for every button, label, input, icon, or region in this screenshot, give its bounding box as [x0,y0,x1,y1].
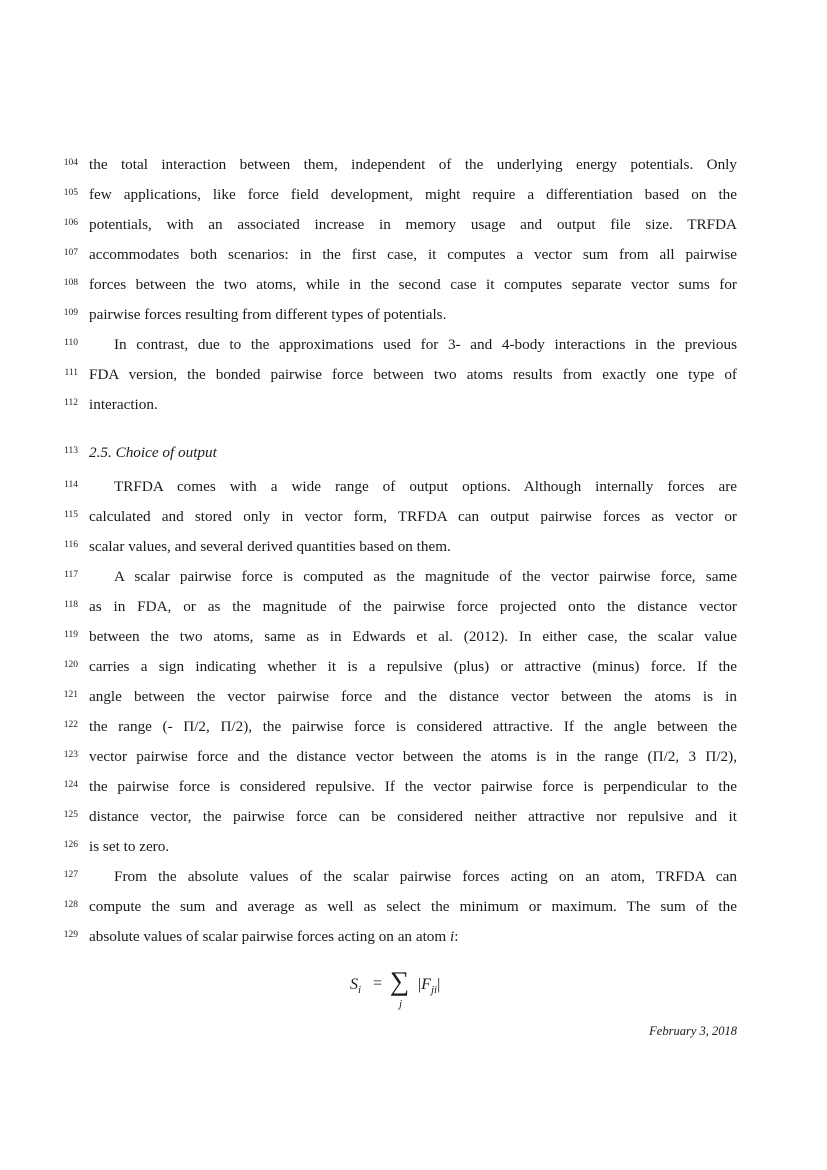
force-subscript: ji [430,984,438,996]
line-number: 108 [63,278,78,288]
equation-term [418,976,440,994]
line-number: 110 [64,338,78,348]
abs-bar-right: | [437,976,441,993]
line-number: 111 [64,368,78,378]
line-number: 127 [63,870,78,880]
line-number: 121 [63,690,78,700]
body-text-line: pairwise forces resulting from different types of potentials. [89,306,447,323]
body-text-line: carries a sign indicating whether it is a repulsive (plus) or attractive (minus) force. If the [89,658,737,675]
abs-bar-left: | [418,976,422,993]
line-number: 128 [63,900,78,910]
summation-index: j [399,998,403,1010]
math-variable: i [450,928,455,945]
line-number: 124 [63,780,78,790]
body-text-line: angle between the vector pairwise force and the distance vector between the atoms is in [89,688,737,705]
line-number: 105 [63,188,78,198]
equation-lhs-subscript: i [358,984,362,996]
line-number: 125 [63,810,78,820]
line-number: 113 [64,446,78,456]
body-text-line: the total interaction between them, independent of the underlying energy potentials. Only [89,156,737,173]
force-symbol: F [421,976,431,993]
body-text-line: In contrast, due to the approximations used for 3- and 4-body interactions in the previous [114,336,737,353]
body-text-line: A scalar pairwise force is computed as the magnitude of the vector pairwise force, same [114,568,737,585]
body-text-line [89,922,737,952]
line-number: 129 [63,930,78,940]
body-text-line: potentials, with an associated increase in memory usage and output file size. TRFDA [89,216,737,233]
body-text-line: the range (- Π/2, Π/2), the pairwise force is considered attractive. If the angle between the [89,718,737,735]
footer-date: February 3, 2018 [649,1024,737,1038]
body-text-line: the pairwise force is considered repulsive. If the vector pairwise force is perpendicular to the [89,778,737,795]
equation-lhs [350,976,361,994]
body-text-line: is set to zero. [89,838,170,855]
line-number: 107 [63,248,78,258]
line-number: 116 [64,540,78,550]
line-number: 114 [64,480,78,490]
body-text-segment: absolute values of scalar pairwise forces acting on an atom [89,928,450,945]
line-number: 126 [63,840,78,850]
body-text-line: between the two atoms, same as in Edwards et al. (2012). In either case, the scalar value [89,628,737,645]
body-text-line: accommodates both scenarios: in the first case, it computes a vector sum from all pairwise [89,246,737,263]
line-number: 106 [63,218,78,228]
line-number: 117 [64,570,78,580]
line-number: 123 [63,750,78,760]
body-text-line: few applications, like force field development, might require a differentiation based on the [89,186,737,203]
line-number: 115 [64,510,78,520]
body-text-line: From the absolute values of the scalar pairwise forces acting on an atom, TRFDA can [114,868,737,885]
line-number: 122 [63,720,78,730]
line-number: 120 [63,660,78,670]
body-text-segment: : [454,928,459,945]
body-text-line: forces between the two atoms, while in the second case it computes separate vector sums for [89,276,737,293]
body-text-line: calculated and stored only in vector form, TRFDA can output pairwise forces as vector or [89,508,737,525]
body-text-line: scalar values, and several derived quantities based on them. [89,538,451,555]
equation-lhs-symbol: S [350,976,358,993]
body-text-line: distance vector, the pairwise force can be considered neither attractive nor repulsive and it [89,808,737,825]
line-number: 112 [64,398,78,408]
line-number: 119 [64,630,78,640]
section-heading: 2.5. Choice of output [89,444,217,461]
body-text-line: FDA version, the bonded pairwise force between two atoms results from exactly one type of [89,366,737,383]
line-number: 109 [63,308,78,318]
summation-symbol: ∑ [390,966,410,996]
body-text-line: TRFDA comes with a wide range of output options. Although internally forces are [114,478,737,495]
line-number: 118 [64,600,78,610]
equation-equals: = [373,975,383,992]
body-text-line: interaction. [89,396,158,413]
body-text-line: compute the sum and average as well as select the minimum or maximum. The sum of the [89,898,737,915]
body-text-line: vector pairwise force and the distance vector between the atoms is in the range (Π/2, 3 Π/2), [89,748,737,765]
sum-equation [348,968,488,1018]
body-text-line: as in FDA, or as the magnitude of the pairwise force projected onto the distance vector [89,598,737,615]
line-number: 104 [63,158,78,168]
